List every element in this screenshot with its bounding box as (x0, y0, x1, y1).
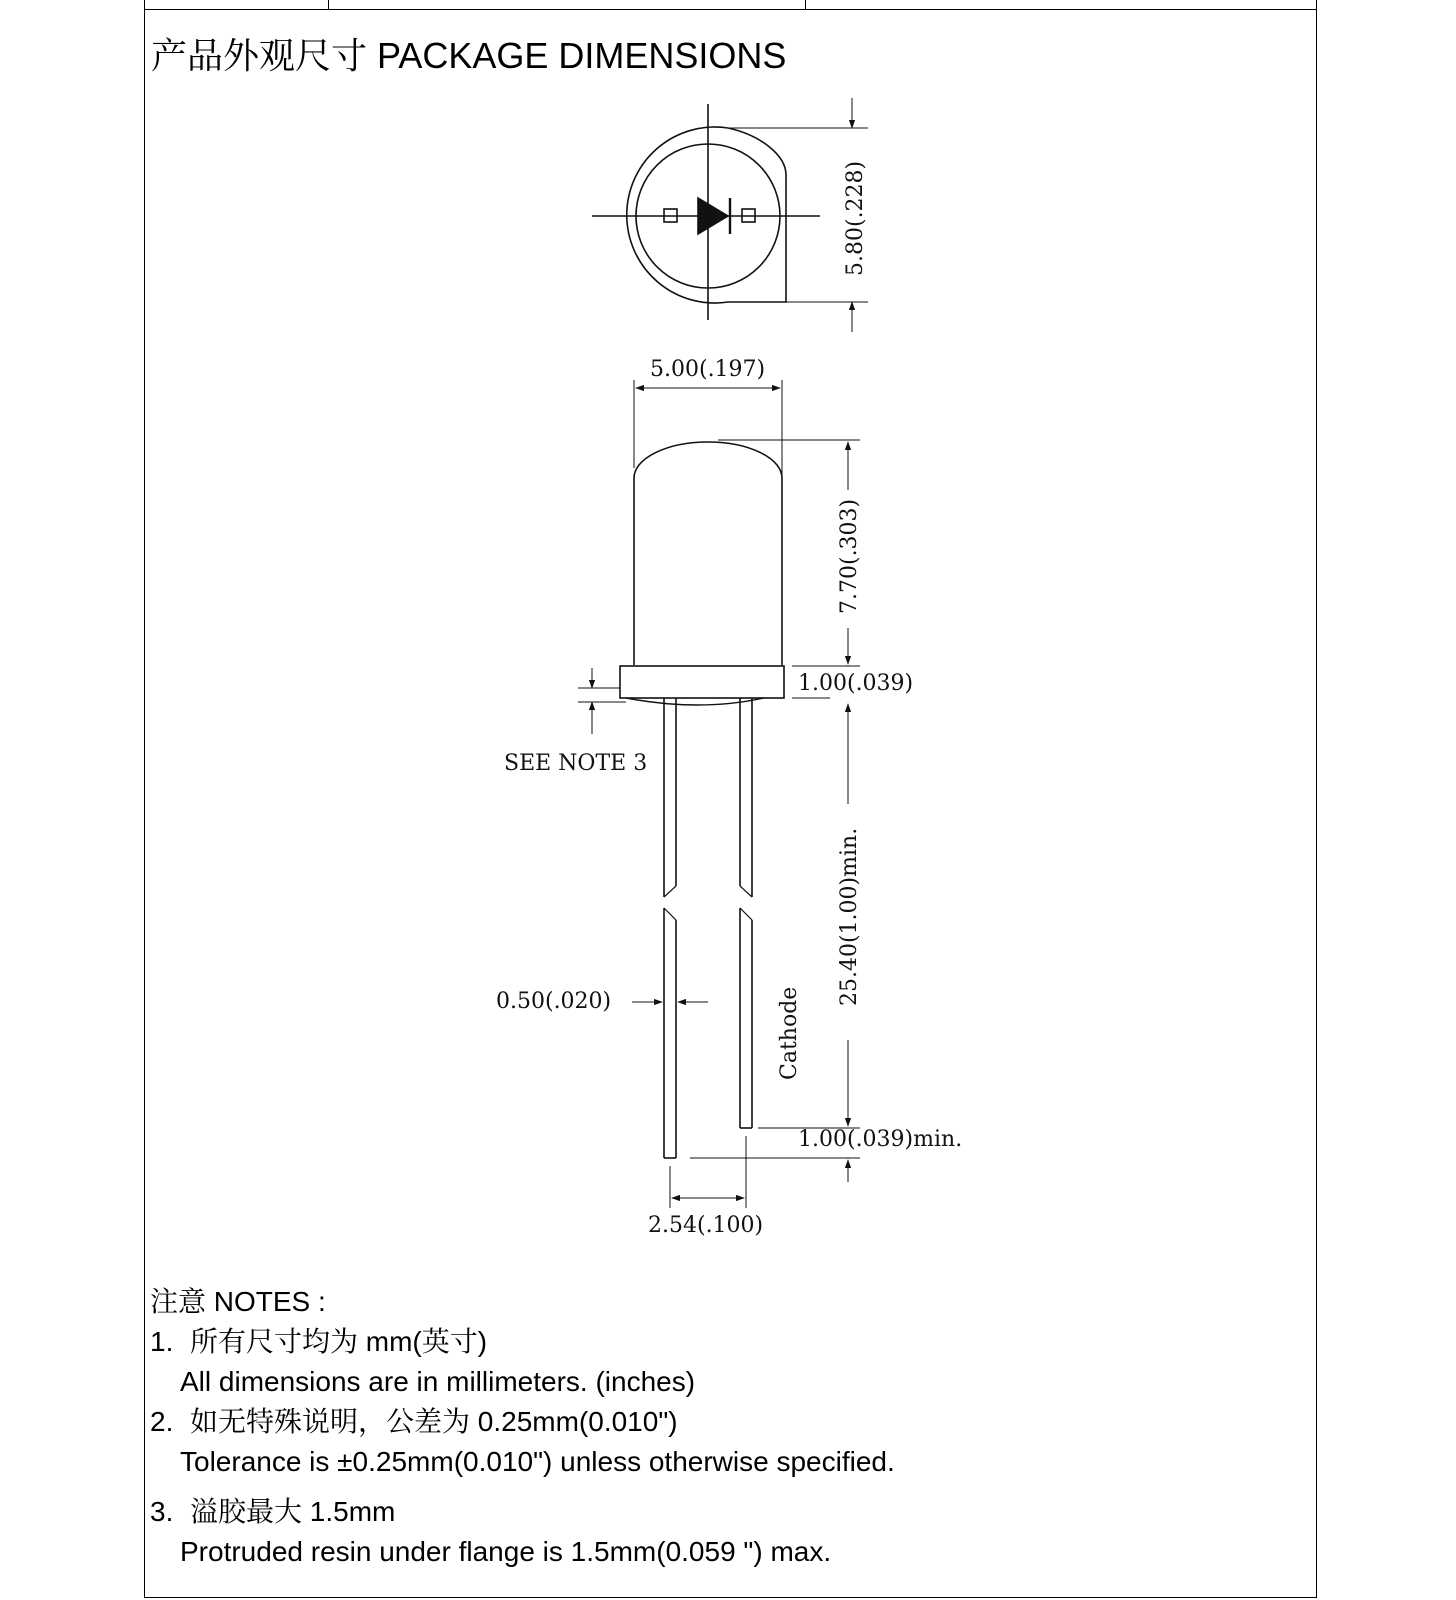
note-text-cn: 如无特殊说明，公差为 0.25mm(0.010") (190, 1406, 678, 1437)
section-title: 产品外观尺寸 PACKAGE DIMENSIONS (151, 35, 787, 76)
note-text-cn: 所有尺寸均为 mm(英寸) (190, 1326, 488, 1357)
lead-break (664, 886, 676, 897)
notes-heading: 注意 NOTES : (150, 1286, 326, 1317)
note-text-en: All dimensions are in millimeters. (inches) (180, 1366, 696, 1397)
protruded-resin (626, 698, 764, 705)
note-text-cn: 溢胶最大 1.5mm (190, 1496, 396, 1527)
dim-body-diameter: 5.00(.197) (650, 357, 766, 382)
see-note-label: SEE NOTE 3 (504, 751, 648, 776)
lead-break (664, 908, 676, 920)
note-item (150, 1402, 895, 1442)
note-item (150, 1322, 895, 1362)
dim-lead-length: 25.40(1.00)min. (837, 827, 862, 1006)
note-text-en: Tolerance is ±0.25mm(0.010") unless otherwise specified. (180, 1446, 895, 1477)
top-view-flat-edge (728, 128, 786, 175)
flange (620, 666, 784, 698)
spacer (150, 1482, 895, 1492)
side-view (578, 380, 860, 1208)
diode-symbol-icon (698, 198, 728, 234)
dim-lead-step: 1.00(.039)min. (798, 1127, 963, 1152)
dim-lead-width: 0.50(.020) (496, 989, 612, 1014)
led-body (634, 442, 782, 665)
dim-flange: 1.00(.039) (798, 671, 914, 696)
dim-top-height: 5.80(.228) (843, 160, 868, 276)
cathode-label: Cathode (777, 986, 802, 1080)
lead-break (740, 908, 752, 920)
lead-break (740, 886, 752, 897)
dim-body-height: 7.70(.303) (837, 498, 862, 614)
top-view (592, 98, 868, 332)
note-number: 1. (150, 1326, 174, 1357)
note-item (150, 1492, 895, 1532)
note-number: 2. (150, 1406, 174, 1437)
dim-lead-spacing: 2.54(.100) (648, 1213, 764, 1238)
note-number: 3. (150, 1496, 174, 1527)
notes-section (150, 1282, 895, 1572)
note-text-en: Protruded resin under flange is 1.5mm(0.059 ") max. (180, 1536, 832, 1567)
